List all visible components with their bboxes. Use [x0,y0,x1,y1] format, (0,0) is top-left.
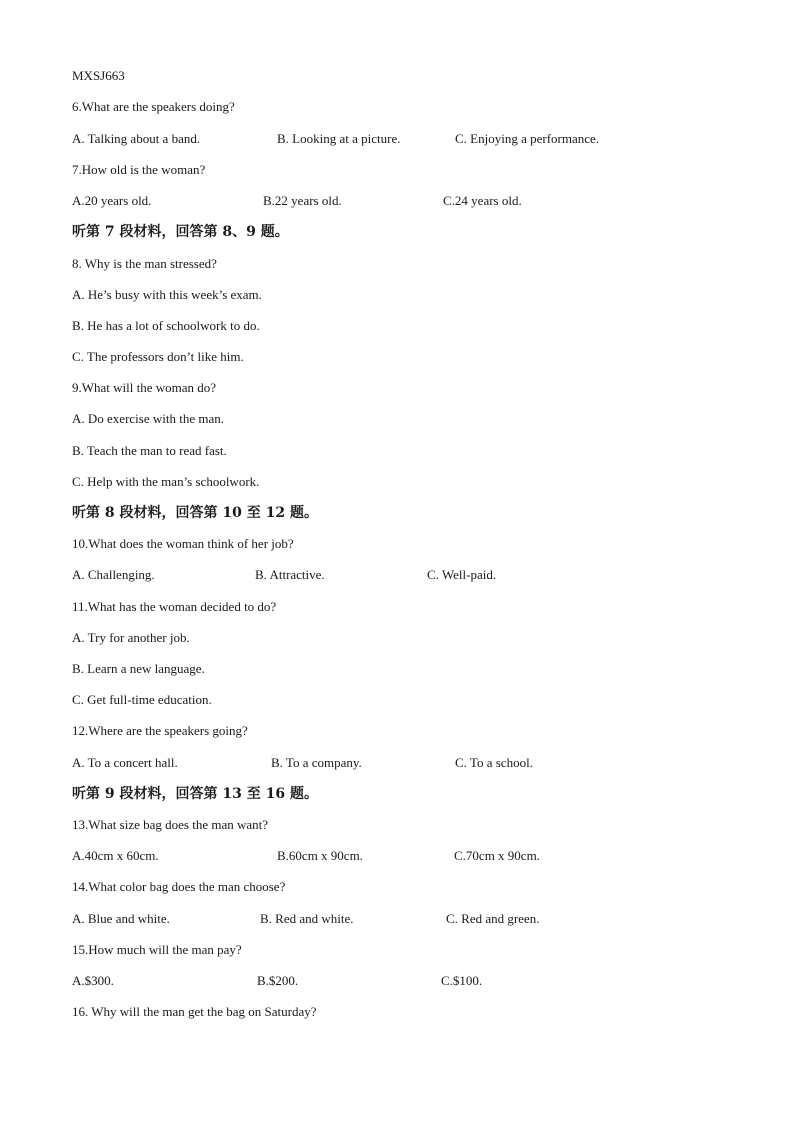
question-8-option-b: B. He has a lot of schoolwork to do. [72,318,260,333]
question-11-option-a: A. Try for another job. [72,630,190,645]
question-16-stem: 16. Why will the man get the bag on Saturday? [72,1004,317,1019]
question-13-option-c: C.70cm x 90cm. [454,848,540,863]
question-9-option-c: C. Help with the man’s schoolwork. [72,474,260,489]
question-6-stem: 6.What are the speakers doing? [72,99,235,114]
question-13-option-b: B.60cm x 90cm. [277,848,363,863]
question-9-option-b: B. Teach the man to read fast. [72,443,227,458]
question-13-stem: 13.What size bag does the man want? [72,817,269,832]
question-12-option-b: B. To a company. [271,755,362,770]
question-11-option-b: B. Learn a new language. [72,661,205,676]
question-6-option-c: C. Enjoying a performance. [455,131,600,146]
question-10-option-c: C. Well-paid. [427,567,497,582]
question-7-option-b: B.22 years old. [263,193,342,208]
section-heading-8: 听第 8 段材料，回答第 10 至 12 题。 [72,505,318,521]
question-9-stem: 9.What will the woman do? [72,380,217,395]
question-12-option-c: C. To a school. [455,755,533,770]
question-7-option-a: A.20 years old. [72,193,152,208]
question-14-option-b: B. Red and white. [260,911,354,926]
question-15-stem: 15.How much will the man pay? [72,942,242,957]
question-6-option-a: A. Talking about a band. [72,131,201,146]
question-8-option-a: A. He’s busy with this week’s exam. [72,287,262,302]
question-8-stem: 8. Why is the man stressed? [72,256,217,271]
question-12-option-a: A. To a concert hall. [72,755,178,770]
section-heading-9: 听第 9 段材料，回答第 13 至 16 题。 [72,786,318,802]
question-15-option-a: A.$300. [72,973,114,988]
question-9-option-a: A. Do exercise with the man. [72,411,224,426]
document-code: MXSJ663 [72,68,125,83]
question-11-stem: 11.What has the woman decided to do? [72,599,277,614]
question-14-stem: 14.What color bag does the man choose? [72,879,286,894]
question-11-option-c: C. Get full-time education. [72,692,212,707]
question-7-stem: 7.How old is the woman? [72,162,206,177]
question-8-option-c: C. The professors don’t like him. [72,349,244,364]
question-10-stem: 10.What does the woman think of her job? [72,536,294,551]
question-15-option-c: C.$100. [441,973,483,988]
question-10-option-a: A. Challenging. [72,567,155,582]
question-14-option-a: A. Blue and white. [72,911,170,926]
question-10-option-b: B. Attractive. [255,567,325,582]
section-heading-7: 听第 7 段材料，回答第 8、9 题。 [72,224,289,240]
question-13-option-a: A.40cm x 60cm. [72,848,159,863]
question-12-stem: 12.Where are the speakers going? [72,723,248,738]
question-7-option-c: C.24 years old. [443,193,522,208]
question-15-option-b: B.$200. [257,973,299,988]
question-14-option-c: C. Red and green. [446,911,540,926]
question-6-option-b: B. Looking at a picture. [277,131,401,146]
